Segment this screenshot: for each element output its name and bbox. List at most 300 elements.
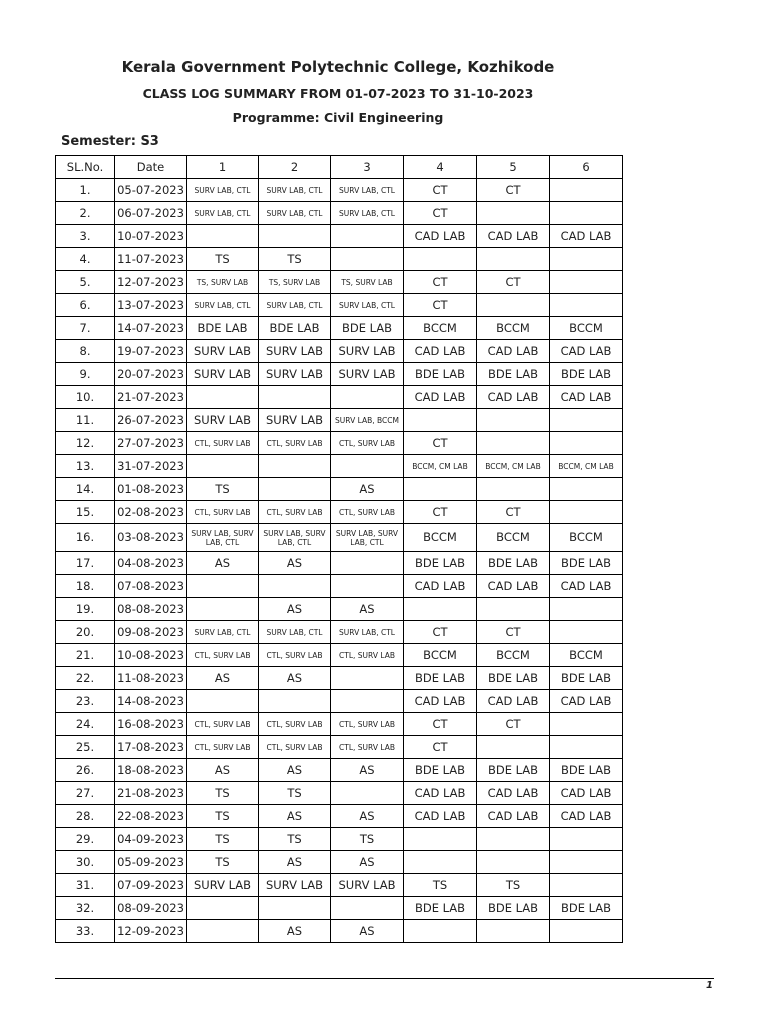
period-cell: SURV LAB: [187, 874, 259, 897]
period-cell: SURV LAB: [331, 874, 404, 897]
table-row: [56, 897, 623, 920]
serial-cell: 12.: [56, 432, 115, 455]
period-cell: [550, 874, 623, 897]
period-cell: CTL, SURV LAB: [331, 713, 404, 736]
date-cell: 21-08-2023: [115, 782, 187, 805]
period-cell: BDE LAB: [550, 667, 623, 690]
date-cell: 22-08-2023: [115, 805, 187, 828]
table-row: [56, 248, 623, 271]
period-cell: CTL, SURV LAB: [331, 736, 404, 759]
period-cell: CAD LAB: [477, 225, 550, 248]
period-cell: [259, 225, 331, 248]
date-cell: 12-07-2023: [115, 271, 187, 294]
period-cell: [550, 713, 623, 736]
serial-cell: 24.: [56, 713, 115, 736]
table-row: [56, 455, 623, 478]
period-cell: SURV LAB: [331, 363, 404, 386]
date-cell: 17-08-2023: [115, 736, 187, 759]
period-cell: AS: [187, 552, 259, 575]
period-cell: BCCM, CM LAB: [550, 455, 623, 478]
period-cell: [550, 409, 623, 432]
table-row: [56, 409, 623, 432]
page-number: 1: [706, 980, 713, 991]
period-cell: SURV LAB, CTL: [187, 202, 259, 225]
period-cell: CTL, SURV LAB: [259, 501, 331, 524]
date-cell: 13-07-2023: [115, 294, 187, 317]
period-cell: CT: [404, 294, 477, 317]
period-cell: TS: [187, 782, 259, 805]
period-cell: CAD LAB: [404, 386, 477, 409]
period-cell: [550, 621, 623, 644]
period-cell: [187, 897, 259, 920]
period-cell: [187, 690, 259, 713]
serial-cell: 21.: [56, 644, 115, 667]
semester-label: Semester: S3: [61, 134, 159, 149]
date-cell: 08-09-2023: [115, 897, 187, 920]
period-cell: CTL, SURV LAB: [187, 501, 259, 524]
date-cell: 12-09-2023: [115, 920, 187, 943]
period-cell: BCCM: [404, 317, 477, 340]
header-cell: 2: [259, 156, 331, 179]
period-cell: SURV LAB, CTL: [331, 179, 404, 202]
period-cell: BDE LAB: [404, 897, 477, 920]
table-row: [56, 317, 623, 340]
period-cell: [331, 455, 404, 478]
table-row: [56, 179, 623, 202]
table-row: [56, 598, 623, 621]
period-cell: BDE LAB: [477, 552, 550, 575]
serial-cell: 30.: [56, 851, 115, 874]
serial-cell: 18.: [56, 575, 115, 598]
serial-cell: 16.: [56, 524, 115, 552]
period-cell: CTL, SURV LAB: [331, 644, 404, 667]
table-row: [56, 736, 623, 759]
serial-cell: 1.: [56, 179, 115, 202]
period-cell: CAD LAB: [550, 575, 623, 598]
serial-cell: 15.: [56, 501, 115, 524]
date-cell: 27-07-2023: [115, 432, 187, 455]
period-cell: [477, 432, 550, 455]
serial-cell: 22.: [56, 667, 115, 690]
period-cell: AS: [259, 851, 331, 874]
period-cell: BDE LAB: [404, 363, 477, 386]
period-cell: TS, SURV LAB: [331, 271, 404, 294]
period-cell: TS: [259, 828, 331, 851]
period-cell: BDE LAB: [550, 363, 623, 386]
serial-cell: 11.: [56, 409, 115, 432]
period-cell: [550, 501, 623, 524]
period-cell: [404, 409, 477, 432]
period-cell: SURV LAB, CTL: [187, 621, 259, 644]
period-cell: CT: [477, 501, 550, 524]
period-cell: AS: [331, 851, 404, 874]
period-cell: BDE LAB: [477, 897, 550, 920]
period-cell: [331, 667, 404, 690]
period-cell: [550, 598, 623, 621]
period-cell: CAD LAB: [550, 386, 623, 409]
serial-cell: 26.: [56, 759, 115, 782]
serial-cell: 31.: [56, 874, 115, 897]
period-cell: [187, 225, 259, 248]
period-cell: CTL, SURV LAB: [259, 644, 331, 667]
table-row: [56, 271, 623, 294]
period-cell: CAD LAB: [550, 340, 623, 363]
date-cell: 03-08-2023: [115, 524, 187, 552]
period-cell: CAD LAB: [404, 225, 477, 248]
period-cell: BCCM: [550, 524, 623, 552]
period-cell: [404, 920, 477, 943]
serial-cell: 4.: [56, 248, 115, 271]
period-cell: [187, 575, 259, 598]
serial-cell: 5.: [56, 271, 115, 294]
serial-cell: 6.: [56, 294, 115, 317]
period-cell: [331, 225, 404, 248]
period-cell: BCCM: [477, 644, 550, 667]
period-cell: SURV LAB, CTL: [259, 179, 331, 202]
period-cell: [550, 851, 623, 874]
period-cell: [477, 409, 550, 432]
serial-cell: 25.: [56, 736, 115, 759]
table-row: [56, 621, 623, 644]
serial-cell: 9.: [56, 363, 115, 386]
period-cell: CTL, SURV LAB: [259, 736, 331, 759]
period-cell: SURV LAB, SURV LAB, CTL: [331, 524, 404, 552]
period-cell: AS: [331, 805, 404, 828]
table-row: [56, 667, 623, 690]
period-cell: BCCM: [404, 524, 477, 552]
serial-cell: 7.: [56, 317, 115, 340]
period-cell: [477, 478, 550, 501]
period-cell: SURV LAB, CTL: [331, 294, 404, 317]
serial-cell: 27.: [56, 782, 115, 805]
period-cell: TS: [259, 782, 331, 805]
table-row: [56, 340, 623, 363]
date-cell: 26-07-2023: [115, 409, 187, 432]
period-cell: SURV LAB, BCCM: [331, 409, 404, 432]
serial-cell: 28.: [56, 805, 115, 828]
period-cell: BDE LAB: [187, 317, 259, 340]
date-cell: 10-08-2023: [115, 644, 187, 667]
period-cell: SURV LAB: [187, 363, 259, 386]
period-cell: [331, 386, 404, 409]
header-cell: 1: [187, 156, 259, 179]
date-cell: 02-08-2023: [115, 501, 187, 524]
class-log-table: [55, 155, 623, 943]
period-cell: CT: [477, 621, 550, 644]
period-cell: [477, 202, 550, 225]
table-header-row: [56, 156, 623, 179]
period-cell: SURV LAB, SURV LAB, CTL: [187, 524, 259, 552]
header-cell: 4: [404, 156, 477, 179]
period-cell: CTL, SURV LAB: [331, 501, 404, 524]
period-cell: CAD LAB: [404, 782, 477, 805]
table-row: [56, 524, 623, 552]
serial-cell: 10.: [56, 386, 115, 409]
date-cell: 21-07-2023: [115, 386, 187, 409]
period-cell: [477, 598, 550, 621]
table-row: [56, 759, 623, 782]
serial-cell: 20.: [56, 621, 115, 644]
period-cell: CAD LAB: [404, 575, 477, 598]
period-cell: TS: [404, 874, 477, 897]
header-cell: Date: [115, 156, 187, 179]
date-cell: 14-07-2023: [115, 317, 187, 340]
period-cell: [331, 552, 404, 575]
period-cell: TS: [259, 248, 331, 271]
period-cell: CT: [404, 621, 477, 644]
period-cell: AS: [259, 667, 331, 690]
period-cell: [550, 920, 623, 943]
table-row: [56, 478, 623, 501]
period-cell: [404, 851, 477, 874]
period-cell: [550, 294, 623, 317]
serial-cell: 23.: [56, 690, 115, 713]
table-row: [56, 782, 623, 805]
period-cell: AS: [331, 759, 404, 782]
date-cell: 07-08-2023: [115, 575, 187, 598]
period-cell: BDE LAB: [404, 552, 477, 575]
period-cell: BDE LAB: [404, 759, 477, 782]
period-cell: CAD LAB: [550, 690, 623, 713]
serial-cell: 29.: [56, 828, 115, 851]
period-cell: CAD LAB: [477, 575, 550, 598]
period-cell: CT: [404, 501, 477, 524]
serial-cell: 2.: [56, 202, 115, 225]
period-cell: [550, 202, 623, 225]
table-row: [56, 874, 623, 897]
period-cell: BCCM: [404, 644, 477, 667]
summary-title: CLASS LOG SUMMARY FROM 01-07-2023 TO 31-10-2023: [142, 86, 534, 101]
period-cell: TS: [477, 874, 550, 897]
period-cell: SURV LAB, CTL: [259, 202, 331, 225]
period-cell: SURV LAB, CTL: [187, 294, 259, 317]
period-cell: CT: [404, 179, 477, 202]
period-cell: TS: [187, 805, 259, 828]
period-cell: TS: [187, 828, 259, 851]
date-cell: 06-07-2023: [115, 202, 187, 225]
period-cell: SURV LAB: [259, 874, 331, 897]
period-cell: [404, 828, 477, 851]
period-cell: BDE LAB: [477, 759, 550, 782]
period-cell: TS, SURV LAB: [187, 271, 259, 294]
period-cell: [187, 455, 259, 478]
period-cell: BCCM: [477, 524, 550, 552]
date-cell: 01-08-2023: [115, 478, 187, 501]
period-cell: AS: [259, 920, 331, 943]
period-cell: CAD LAB: [404, 340, 477, 363]
period-cell: SURV LAB, CTL: [259, 621, 331, 644]
date-cell: 04-08-2023: [115, 552, 187, 575]
period-cell: SURV LAB: [259, 409, 331, 432]
period-cell: SURV LAB: [259, 363, 331, 386]
period-cell: AS: [259, 552, 331, 575]
period-cell: BDE LAB: [477, 363, 550, 386]
programme-title: Programme: Civil Engineering: [232, 110, 444, 125]
period-cell: TS: [187, 248, 259, 271]
period-cell: BCCM, CM LAB: [404, 455, 477, 478]
period-cell: [477, 294, 550, 317]
period-cell: [477, 851, 550, 874]
period-cell: CAD LAB: [477, 805, 550, 828]
serial-cell: 19.: [56, 598, 115, 621]
date-cell: 05-07-2023: [115, 179, 187, 202]
period-cell: AS: [187, 759, 259, 782]
table-row: [56, 805, 623, 828]
period-cell: TS: [187, 851, 259, 874]
period-cell: [404, 248, 477, 271]
header-cell: 3: [331, 156, 404, 179]
period-cell: CAD LAB: [477, 340, 550, 363]
period-cell: [259, 690, 331, 713]
table-row: [56, 552, 623, 575]
period-cell: AS: [259, 598, 331, 621]
period-cell: CT: [404, 713, 477, 736]
period-cell: CTL, SURV LAB: [259, 713, 331, 736]
period-cell: AS: [331, 478, 404, 501]
date-cell: 11-08-2023: [115, 667, 187, 690]
period-cell: [259, 575, 331, 598]
period-cell: [477, 920, 550, 943]
table-row: [56, 690, 623, 713]
period-cell: CAD LAB: [550, 225, 623, 248]
period-cell: CT: [477, 713, 550, 736]
date-cell: 07-09-2023: [115, 874, 187, 897]
period-cell: CTL, SURV LAB: [187, 736, 259, 759]
period-cell: [550, 248, 623, 271]
period-cell: BDE LAB: [550, 759, 623, 782]
date-cell: 16-08-2023: [115, 713, 187, 736]
period-cell: BDE LAB: [404, 667, 477, 690]
date-cell: 20-07-2023: [115, 363, 187, 386]
table-row: [56, 713, 623, 736]
period-cell: CAD LAB: [477, 386, 550, 409]
serial-cell: 13.: [56, 455, 115, 478]
period-cell: [550, 432, 623, 455]
period-cell: AS: [259, 805, 331, 828]
period-cell: CTL, SURV LAB: [187, 713, 259, 736]
period-cell: [187, 386, 259, 409]
period-cell: TS, SURV LAB: [259, 271, 331, 294]
table-row: [56, 575, 623, 598]
date-cell: 18-08-2023: [115, 759, 187, 782]
period-cell: [550, 478, 623, 501]
date-cell: 09-08-2023: [115, 621, 187, 644]
date-cell: 31-07-2023: [115, 455, 187, 478]
date-cell: 05-09-2023: [115, 851, 187, 874]
period-cell: [550, 179, 623, 202]
table-row: [56, 202, 623, 225]
table-row: [56, 501, 623, 524]
period-cell: BDE LAB: [259, 317, 331, 340]
period-cell: CAD LAB: [550, 805, 623, 828]
period-cell: CTL, SURV LAB: [259, 432, 331, 455]
period-cell: [331, 248, 404, 271]
date-cell: 08-08-2023: [115, 598, 187, 621]
table-body: [56, 179, 623, 943]
period-cell: TS: [331, 828, 404, 851]
period-cell: [550, 828, 623, 851]
period-cell: BDE LAB: [331, 317, 404, 340]
period-cell: [550, 271, 623, 294]
period-cell: BDE LAB: [550, 552, 623, 575]
period-cell: [550, 736, 623, 759]
period-cell: AS: [331, 598, 404, 621]
period-cell: [477, 736, 550, 759]
serial-cell: 3.: [56, 225, 115, 248]
period-cell: [477, 828, 550, 851]
period-cell: [331, 575, 404, 598]
period-cell: SURV LAB: [187, 340, 259, 363]
date-cell: 19-07-2023: [115, 340, 187, 363]
table-row: [56, 432, 623, 455]
period-cell: AS: [187, 667, 259, 690]
period-cell: CT: [404, 271, 477, 294]
period-cell: BDE LAB: [477, 667, 550, 690]
period-cell: CAD LAB: [477, 690, 550, 713]
period-cell: SURV LAB: [187, 409, 259, 432]
period-cell: CT: [477, 271, 550, 294]
period-cell: CT: [477, 179, 550, 202]
table-row: [56, 386, 623, 409]
table-row: [56, 363, 623, 386]
table-row: [56, 828, 623, 851]
serial-cell: 14.: [56, 478, 115, 501]
period-cell: SURV LAB, CTL: [187, 179, 259, 202]
period-cell: CAD LAB: [477, 782, 550, 805]
period-cell: BCCM: [477, 317, 550, 340]
period-cell: AS: [259, 759, 331, 782]
period-cell: BCCM, CM LAB: [477, 455, 550, 478]
serial-cell: 33.: [56, 920, 115, 943]
date-cell: 14-08-2023: [115, 690, 187, 713]
period-cell: [477, 248, 550, 271]
table-row: [56, 851, 623, 874]
period-cell: SURV LAB: [331, 340, 404, 363]
serial-cell: 8.: [56, 340, 115, 363]
period-cell: CAD LAB: [550, 782, 623, 805]
period-cell: [259, 455, 331, 478]
period-cell: SURV LAB: [259, 340, 331, 363]
period-cell: CAD LAB: [404, 805, 477, 828]
date-cell: 10-07-2023: [115, 225, 187, 248]
header-cell: SL.No.: [56, 156, 115, 179]
period-cell: [331, 782, 404, 805]
period-cell: [259, 478, 331, 501]
header-cell: 5: [477, 156, 550, 179]
period-cell: CT: [404, 736, 477, 759]
period-cell: [187, 598, 259, 621]
period-cell: SURV LAB, CTL: [259, 294, 331, 317]
period-cell: CAD LAB: [404, 690, 477, 713]
period-cell: AS: [331, 920, 404, 943]
period-cell: [404, 598, 477, 621]
period-cell: CTL, SURV LAB: [187, 432, 259, 455]
period-cell: CTL, SURV LAB: [331, 432, 404, 455]
period-cell: CT: [404, 202, 477, 225]
period-cell: [259, 386, 331, 409]
date-cell: 04-09-2023: [115, 828, 187, 851]
period-cell: CTL, SURV LAB: [187, 644, 259, 667]
period-cell: TS: [187, 478, 259, 501]
table-row: [56, 644, 623, 667]
period-cell: BCCM: [550, 644, 623, 667]
period-cell: BDE LAB: [550, 897, 623, 920]
college-title: Kerala Government Polytechnic College, Kozhikode: [121, 58, 555, 76]
table-row: [56, 294, 623, 317]
serial-cell: 32.: [56, 897, 115, 920]
date-cell: 11-07-2023: [115, 248, 187, 271]
period-cell: [259, 897, 331, 920]
